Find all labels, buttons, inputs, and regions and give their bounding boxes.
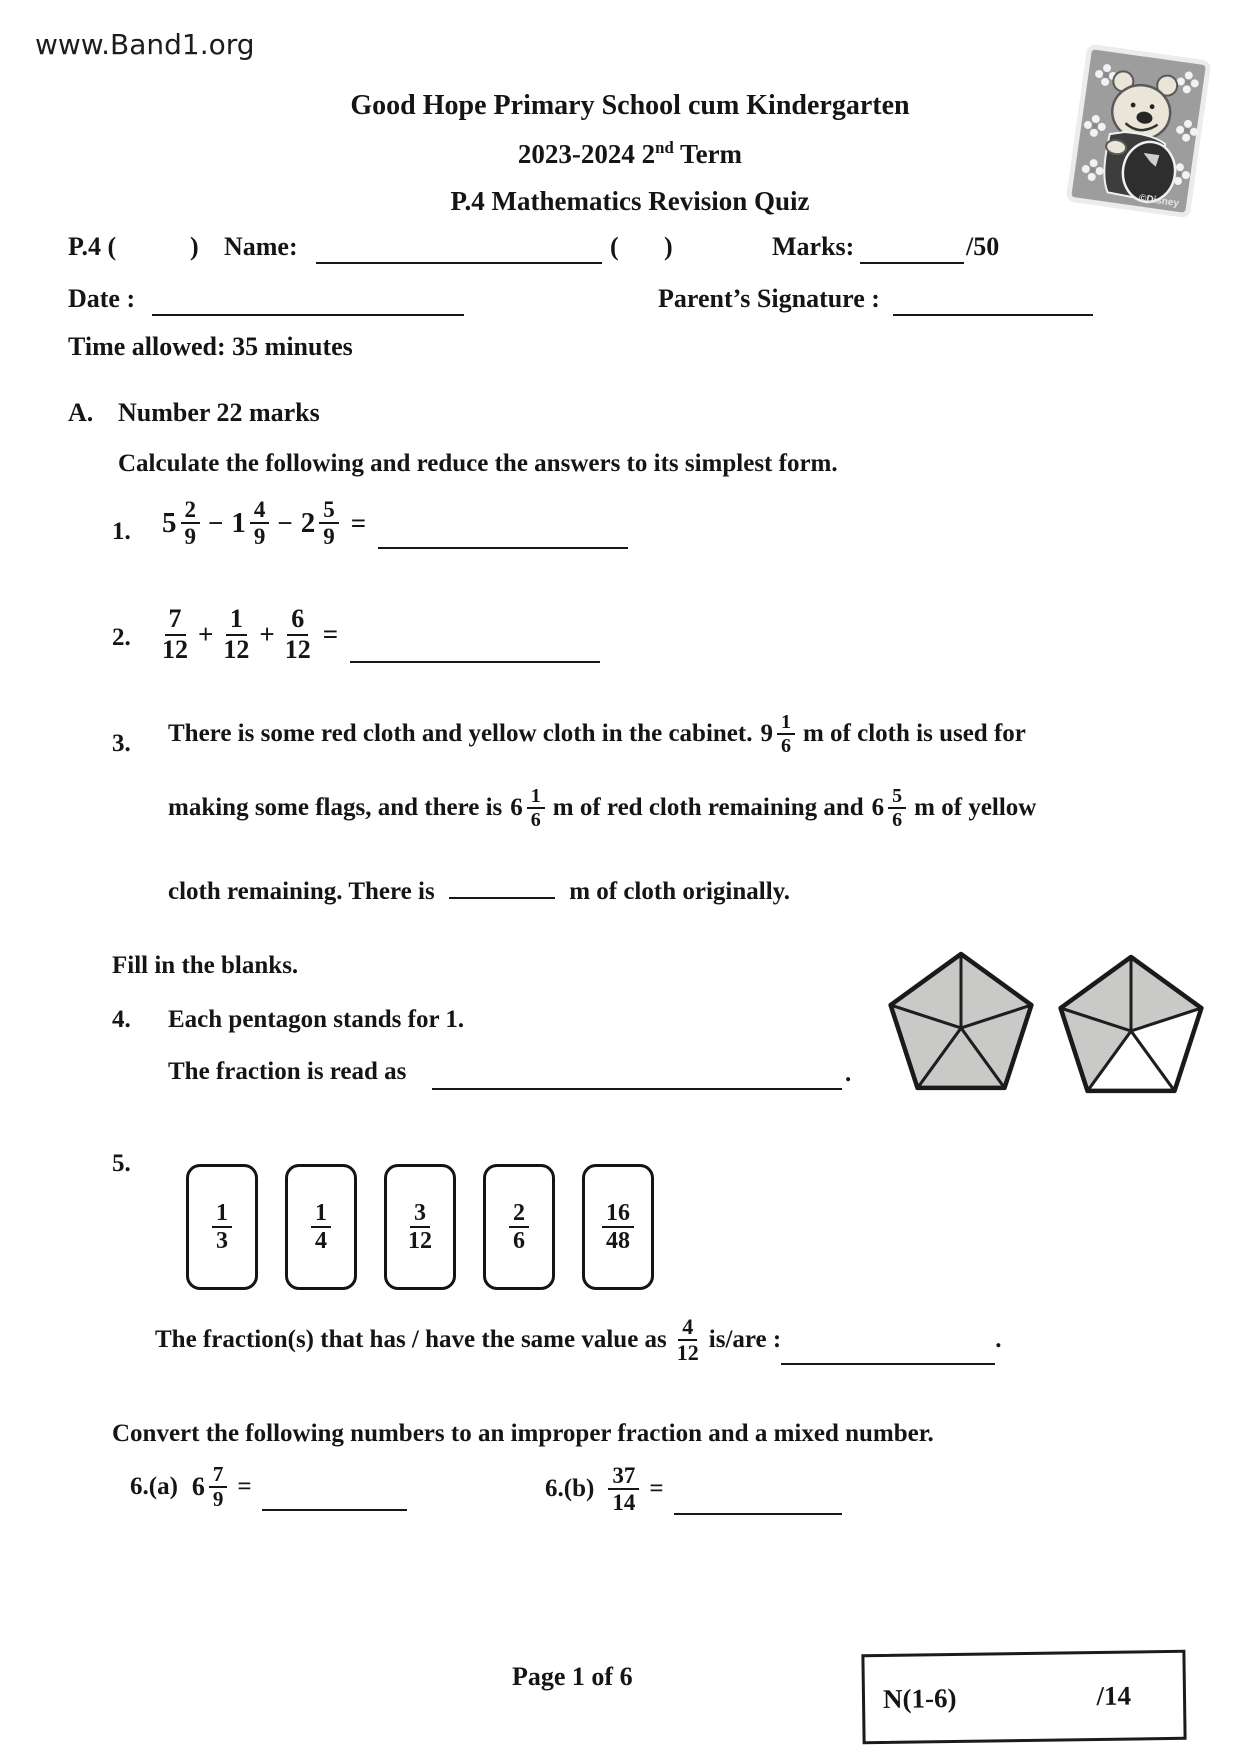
winnie-pooh-sticker: [1058, 40, 1218, 230]
sticker-credit: ©Disney: [1138, 192, 1180, 210]
q1-equals: =: [350, 507, 367, 538]
question-1-number: 1.: [112, 518, 131, 545]
pentagon-right: [1046, 949, 1216, 1104]
question-6a-label: 6.(a): [130, 1473, 178, 1501]
page-number: Page 1 of 6: [512, 1662, 633, 1691]
q2-answer-blank[interactable]: [350, 621, 600, 663]
marks-answer-blank[interactable]: [860, 262, 964, 264]
q6a-answer-blank[interactable]: [262, 1475, 407, 1511]
question-2-number: 2.: [112, 624, 131, 651]
q1-answer-blank[interactable]: [378, 507, 628, 549]
question-4-line-1: Each pentagon stands for 1.: [168, 1006, 465, 1033]
question-5-number: 5.: [112, 1150, 131, 1177]
marks-label: Marks:: [772, 232, 855, 261]
class-label: P.4 (: [68, 232, 117, 261]
question-1-expression: [162, 498, 628, 549]
q4-period: .: [845, 1060, 852, 1087]
q2-term-1: $\frac{7}{12}$: [162, 604, 188, 664]
class-number-paren-close: ): [664, 232, 673, 261]
quiz-title: P.4 Mathematics Revision Quiz: [450, 186, 810, 216]
fraction-card-2: $\frac{1}{4}$: [285, 1164, 357, 1290]
section-a-title: Number 22 marks: [118, 398, 320, 427]
fraction-card-4: $\frac{2}{6}$: [483, 1164, 555, 1290]
class-paren-close: ): [190, 232, 199, 261]
q3-fraction-used: 9 $\frac{1}{6}$: [760, 712, 795, 757]
fraction-cards: [186, 1164, 654, 1290]
school-title: Good Hope Primary School cum Kindergarten: [350, 90, 910, 121]
q1-operator-2: −: [277, 507, 293, 538]
q4-answer-blank[interactable]: [432, 1088, 842, 1090]
term-superscript: nd: [655, 138, 674, 157]
q1-term-2: 1 $\frac{4}{9}$: [231, 498, 269, 549]
q2-equals: =: [322, 619, 339, 650]
name-label: Name:: [224, 232, 298, 261]
pentagon-left: [876, 946, 1046, 1101]
q6b-value: $\frac{37}{14}$: [608, 1464, 639, 1515]
fraction-card-3: $\frac{3}{12}$: [384, 1164, 456, 1290]
score-box-section: N(1-6): [882, 1682, 957, 1714]
time-allowed: Time allowed: 35 minutes: [68, 332, 353, 361]
score-box-total: /14: [1096, 1680, 1132, 1711]
watermark: www.Band1.org: [35, 28, 255, 61]
class-number-paren-open: (: [610, 232, 619, 261]
question-6b-label: 6.(b): [545, 1475, 595, 1503]
q2-term-3: $\frac{6}{12}$: [284, 604, 311, 664]
q5-reference-fraction: $\frac{4}{12}$: [676, 1314, 699, 1366]
question-3-number: 3.: [112, 730, 131, 757]
q1-term-1: 5 $\frac{2}{9}$: [162, 498, 200, 549]
instruction-calculate: Calculate the following and reduce the answers to its simplest form.: [118, 450, 838, 477]
instruction-fill-blanks: Fill in the blanks.: [112, 952, 299, 979]
signature-answer-blank[interactable]: [893, 314, 1093, 316]
question-2-expression: [162, 606, 600, 663]
fraction-card-5: $\frac{16}{48}$: [582, 1164, 654, 1290]
question-4-number: 4.: [112, 1006, 131, 1033]
question-3-line-2: making some flags, and there is 6 $\frac{1}{6}$ m of red cloth remaining and 6 $\frac{5}{6}$ m of yellow: [168, 785, 1037, 832]
question-6a: [130, 1464, 407, 1511]
date-answer-blank[interactable]: [152, 314, 464, 316]
marks-total: /50: [966, 232, 1000, 261]
q2-operator-1: +: [198, 619, 214, 650]
date-label: Date :: [68, 284, 136, 313]
q6a-equals: =: [237, 1473, 252, 1501]
q1-operator-1: −: [208, 507, 224, 538]
q2-operator-2: +: [259, 619, 275, 650]
fraction-card-1: $\frac{1}{3}$: [186, 1164, 258, 1290]
q6b-answer-blank[interactable]: [674, 1479, 842, 1515]
q2-term-2: $\frac{1}{12}$: [223, 604, 250, 664]
question-5-text: The fraction(s) that has / have the same value as $\frac{4}{12}$ is/are : .: [155, 1314, 1002, 1366]
question-3-line-3: cloth remaining. There is m of cloth originally.: [168, 872, 790, 906]
name-answer-blank[interactable]: [316, 262, 602, 264]
q3-fraction-red: 6 $\frac{1}{6}$: [510, 786, 545, 831]
q1-term-3: 2 $\frac{5}{9}$: [301, 498, 339, 549]
score-box: [861, 1650, 1186, 1745]
question-4-line-2: The fraction is read as: [168, 1058, 407, 1085]
term-title: 2023-2024 2nd Term: [517, 138, 743, 169]
instruction-convert: Convert the following numbers to an improper fraction and a mixed number.: [112, 1420, 934, 1447]
q3-fraction-yellow: 6 $\frac{5}{6}$: [872, 786, 907, 831]
question-3-line-1: There is some red cloth and yellow cloth in the cabinet. 9 $\frac{1}{6}$ m of cloth is used for: [168, 711, 1026, 758]
q3-answer-blank[interactable]: [449, 872, 555, 899]
parent-signature-label: Parent’s Signature :: [658, 284, 880, 313]
section-a-label: A.: [68, 398, 94, 427]
question-6b: [545, 1464, 842, 1515]
q6b-equals: =: [649, 1475, 664, 1503]
q5-answer-blank[interactable]: [781, 1327, 995, 1365]
q6a-value: 6 $\frac{7}{9}$: [192, 1464, 228, 1511]
